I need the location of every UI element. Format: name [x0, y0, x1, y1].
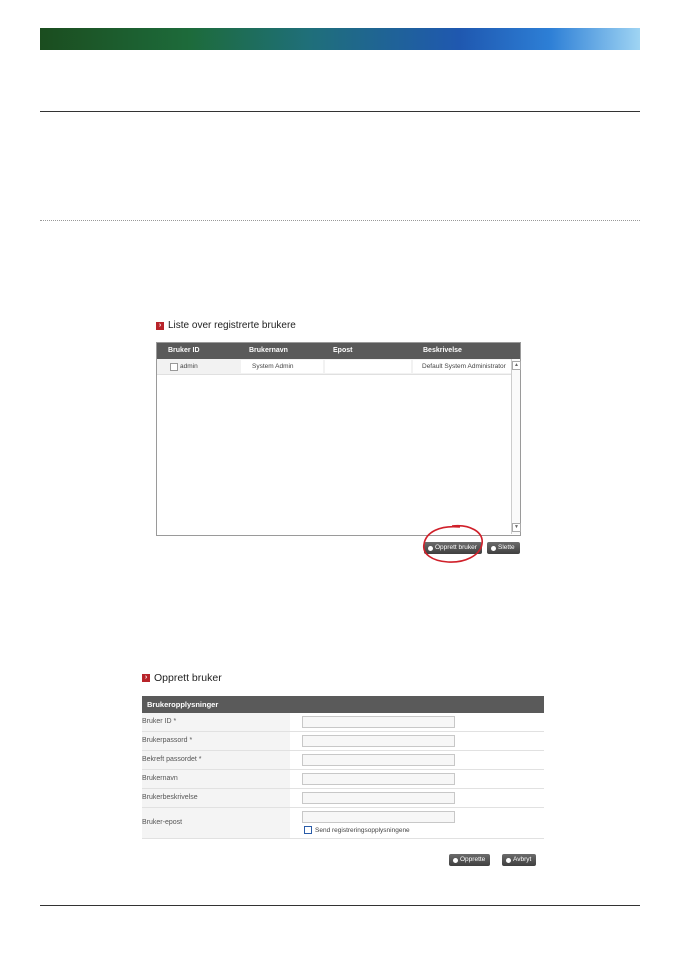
vertical-scrollbar[interactable] — [511, 359, 520, 534]
user-list-header — [157, 343, 520, 359]
scroll-down-icon[interactable]: ▼ — [512, 523, 521, 532]
check-icon — [453, 858, 458, 863]
field-row-password — [142, 732, 544, 751]
description-input[interactable] — [302, 792, 455, 804]
delete-button[interactable] — [487, 542, 520, 554]
list-section-title-text: Liste over registrerte brukere — [168, 320, 296, 331]
cancel-icon — [506, 858, 511, 863]
minus-icon — [491, 546, 496, 551]
delete-button-label: Slette — [498, 544, 515, 551]
password-input[interactable] — [302, 735, 455, 747]
form-section-title-text: Opprett bruker — [154, 672, 222, 684]
create-user-form — [142, 696, 544, 839]
field-label: Brukerbeskrivelse — [142, 789, 290, 807]
submit-create-button[interactable] — [449, 854, 490, 866]
list-section-title — [156, 320, 296, 331]
field-label: Brukernavn — [142, 770, 290, 788]
table-row[interactable] — [157, 359, 520, 375]
column-header-description[interactable]: Beskrivelse — [423, 347, 462, 354]
send-info-option[interactable] — [304, 826, 410, 834]
dotted-divider — [40, 220, 640, 221]
column-header-username[interactable]: Brukernavn — [249, 347, 288, 354]
email-input[interactable] — [302, 811, 455, 823]
username-input[interactable] — [302, 773, 455, 785]
column-header-email[interactable]: Epost — [333, 347, 353, 354]
cancel-button-label: Avbryt — [513, 856, 532, 863]
submit-create-label: Opprette — [460, 856, 486, 863]
column-header-user-id[interactable]: Bruker ID — [168, 347, 200, 354]
row-email-cell — [325, 360, 411, 373]
field-row-email — [142, 808, 544, 839]
field-row-confirm-password — [142, 751, 544, 770]
field-label: Bruker ID * — [142, 713, 290, 731]
arrow-bullet-icon: › — [156, 322, 164, 330]
field-label: Brukerpassord * — [142, 732, 290, 750]
arrow-bullet-icon: › — [142, 674, 150, 682]
scroll-up-icon[interactable]: ▲ — [512, 361, 521, 370]
field-label: Bekreft passordet * — [142, 751, 290, 769]
field-label: Bruker-epost — [142, 808, 290, 838]
row-description: Default System Administrator — [422, 363, 506, 370]
cancel-button[interactable] — [502, 854, 536, 866]
header-banner — [40, 28, 640, 50]
send-info-label: Send registreringsopplysningene — [315, 826, 410, 834]
form-header: Brukeropplysninger — [142, 696, 544, 713]
field-row-user-id — [142, 713, 544, 732]
form-section-title — [142, 672, 222, 684]
bottom-divider — [40, 905, 640, 906]
user-list-table — [156, 342, 521, 536]
top-divider — [40, 111, 640, 112]
user-id-input[interactable] — [302, 716, 455, 728]
field-row-description — [142, 789, 544, 808]
highlight-circle-annotation — [418, 520, 486, 568]
row-user-id: admin — [180, 363, 198, 370]
row-checkbox[interactable] — [170, 363, 178, 371]
confirm-password-input[interactable] — [302, 754, 455, 766]
row-username: System Admin — [252, 363, 294, 370]
create-user-button-label: Opprett bruker — [435, 544, 477, 551]
field-row-username — [142, 770, 544, 789]
send-info-checkbox[interactable] — [304, 826, 312, 834]
